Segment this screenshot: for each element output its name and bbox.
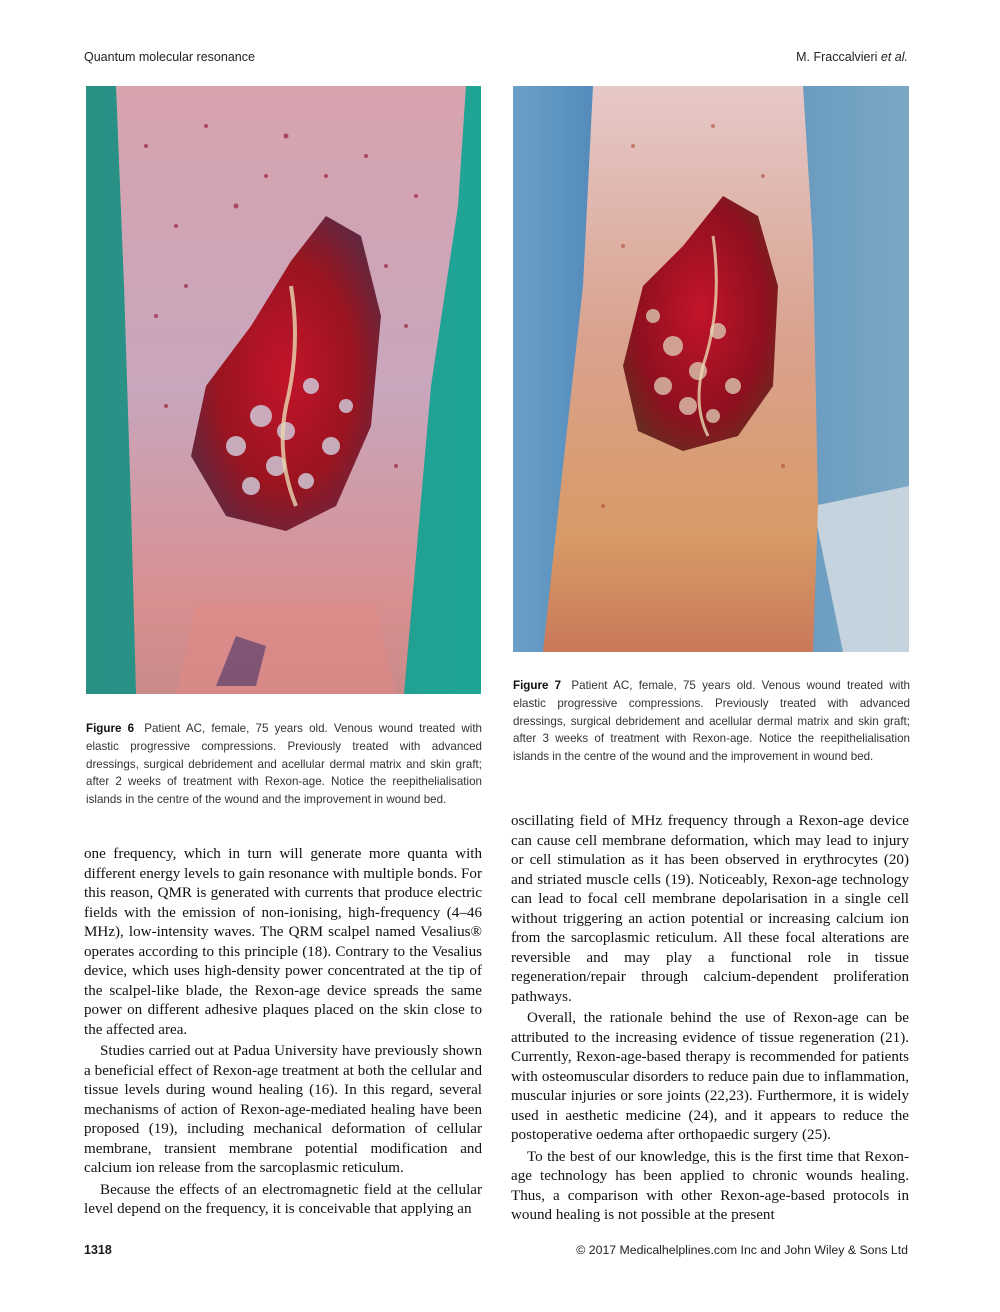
authors-et-al: et al. xyxy=(880,50,908,64)
authors-name: M. Fraccalvieri xyxy=(796,50,878,64)
figure-7-photo xyxy=(513,86,909,652)
paragraph: one frequency, which in turn will generate more quanta with different energy levels to gain resonance with multiple bonds. For this reason, QMR is generated with currents that produce electric fields with the emission of non-ionising, high-frequency (4–46 MHz), low-intensity waves. The QRM scalpel named Vesalius® operates according to this principle (18). Contrary to the Vesalius device, which uses high-density power concentrated at the tip of the scalpel-like blade, the Rexon-age device spreads the same power on different adhesive plaques placed on the skin close to the affected area. xyxy=(84,846,482,1038)
paragraph: Studies carried out at Padua University have previously shown a beneficial effect of Rexon-age treatment at both the cellular and tissue levels during wound healing (16). In this regard, several mechanisms of action of Rexon-age-mediated healing have been proposed (19), including mechanical deformation of cellular membrane, transient membrane potential modification and calcium ion release from the sarcoplasmic reticulum. xyxy=(84,1043,482,1176)
page-number: 1318 xyxy=(84,1243,112,1257)
copyright-notice: © 2017 Medicalhelplines.com Inc and John Wiley & Sons Ltd xyxy=(576,1243,908,1257)
figure-6-photo xyxy=(86,86,481,694)
paragraph: oscillating field of MHz frequency through a Rexon-age device can cause cell membrane deformation, which may lead to injury or cell stimulation as it has been observed in erythrocytes (20) and striated muscle cells (19). Noticeably, Rexon-age technology can lead to focal cell membrane depolarisation in a single cell without triggering an action potential or increasing calcium ion from the sarcoplasmic reticulum. All these focal alterations are reversible and may play a functional role in tissue regeneration/repair through calcium-dependent proliferation pathways. xyxy=(511,813,909,1005)
figure-7-caption-text: Patient AC, female, 75 years old. Venous wound treated with elastic progressive compressions. Previously treated with advanced dressings, surgical debridement and acellular dermal matrix and skin graft; after 3 weeks of treatment with Rexon-age. Notice the reepithelialisation islands in the centre of the wound and the improvement in wound bed. xyxy=(513,679,910,764)
figure-6-caption xyxy=(86,720,482,809)
figure-7-caption xyxy=(513,677,910,766)
figure-7-label: Figure 7 xyxy=(513,679,562,692)
paragraph: Overall, the rationale behind the use of Rexon-age can be attributed to the increasing evidence of tissue regeneration (21). Currently, Rexon-age-based therapy is recommended for patients with osteomuscular disorders to reduce pain due to inflammation, muscular injuries or sore joints (22,23). Furthermore, it is widely used in aesthetic medicine (24), and it appears to reduce the postoperative oedema after orthopaedic surgery (25). xyxy=(511,1010,909,1143)
running-head-title: Quantum molecular resonance xyxy=(84,50,255,64)
running-head-authors xyxy=(796,50,908,64)
figure-6-illustration xyxy=(86,86,481,694)
body-column-right xyxy=(511,812,909,1226)
figure-7-illustration xyxy=(513,86,909,652)
paragraph: Because the effects of an electromagnetic field at the cellular level depend on the frequency, it is conceivable that applying an xyxy=(84,1181,482,1217)
body-column-left xyxy=(84,845,482,1220)
figure-6-caption-text: Patient AC, female, 75 years old. Venous wound treated with elastic progressive compressions. Previously treated with advanced dressings, surgical debridement and acellular dermal matrix and skin graft; after 2 weeks of treatment with Rexon-age. Notice the reepithelialisation islands in the centre of the wound and the improvement in wound bed. xyxy=(86,722,482,807)
paragraph: To the best of our knowledge, this is the first time that Rexon-age technology has been applied to chronic wounds healing. Thus, a comparison with other Rexon-age-based protocols in wound healing is not possible at the present xyxy=(511,1148,909,1223)
figure-6-label: Figure 6 xyxy=(86,722,135,735)
